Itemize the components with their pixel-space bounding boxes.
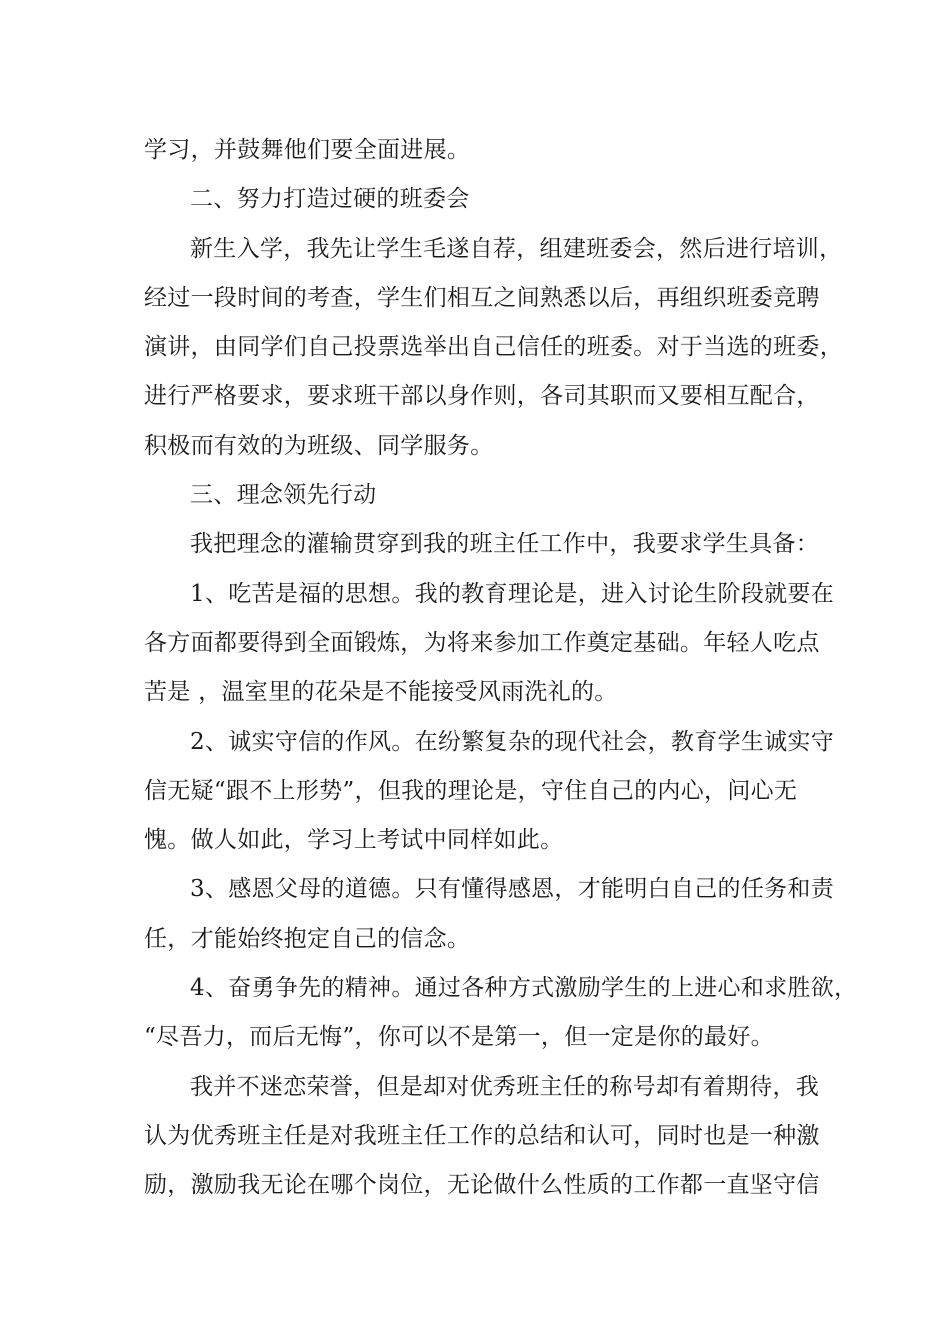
text-line: 1、吃苦是福的思想。我的教育理论是，进入讨论生阶段就要在 [190,580,835,607]
text-line: 认为优秀班主任是对我班主任工作的总结和认可，同时也是一种激 [144,1122,820,1149]
text-line: 三、理念领先行动 [190,482,377,509]
document-body [144,126,858,1211]
text-line: 学习，并鼓舞他们要全面进展。 [144,137,471,163]
text-line: 积极而有效的为班级、同学服务。 [144,432,494,459]
text-line: 经过一段时间的考查，学生们相互之间熟悉以后，再组织班委竞聘 [144,284,820,311]
text-line: 3、感恩父母的道德。只有懂得感恩，才能明白自己的任务和责 [190,876,835,903]
text-line: 新生入学，我先让学生毛遂自荐，组建班委会，然后进行培训， [190,235,843,262]
text-line: 苦是 ，温室里的花朵是不能接受风雨洗礼的。 [144,679,618,706]
text-line: 我并不迷恋荣誉，但是却对优秀班主任的称号却有着期待，我 [190,1073,820,1100]
text-line: “尽吾力，而后无悔”，你可以不是第一，但一定是你的最好。 [144,1024,774,1051]
text-line: 2、诚实守信的作风。在纷繁复杂的现代社会，教育学生诚实守 [190,728,835,755]
text-line: 励，激励我无论在哪个岗位，无论做什么性质的工作都一直坚守信 [144,1172,820,1199]
text-line: 二、努力打造过硬的班委会 [190,186,470,213]
text-line: 演讲，由同学们自己投票选举出自己信任的班委。对于当选的班委， [144,334,843,361]
text-line: 任，才能始终抱定自己的信念。 [144,925,471,952]
text-line: 愧。做人如此，学习上考试中同样如此。 [144,827,564,854]
text-line: 各方面都要得到全面锻炼，为将来参加工作奠定基础。年轻人吃点 [144,629,820,656]
text-line: 我把理念的灌输贯穿到我的班主任工作中，我要求学生具备： [190,531,820,558]
text-line: 进行严格要求，要求班干部以身作则，各司其职而又要相互配合， [144,383,820,410]
text-line: 信无疑“跟不上形势”，但我的理论是，守住自己的内心，问心无 [144,777,798,804]
text-line: 4、奋勇争先的精神。通过各种方式激励学生的上进心和求胜欲， [190,975,858,1002]
